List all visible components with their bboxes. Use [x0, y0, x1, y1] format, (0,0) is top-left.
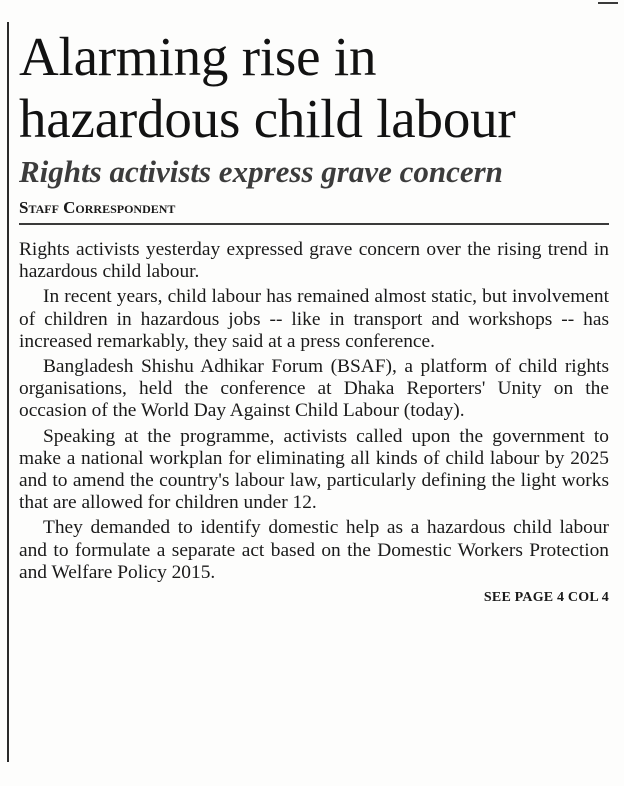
- continuation-note: SEE PAGE 4 COL 4: [483, 590, 609, 606]
- paragraph-3: Bangladesh Shishu Adhikar Forum (BSAF), a platform of child rights organisations, held the conference at Dhaka Reporters' Unity on the occasion of the World Day Against Child Labour (today).: [19, 356, 609, 422]
- byline-divider: [19, 223, 609, 225]
- byline: Staff Correspondent: [19, 198, 176, 217]
- paragraph-1: Rights activists yesterday expressed grave concern over the rising trend in hazardous child labour.: [19, 239, 609, 283]
- subheadline: Rights activists express grave concern: [19, 154, 503, 189]
- headline-line-1: Alarming rise in: [19, 26, 377, 87]
- paragraph-2: In recent years, child labour has remained almost static, but involvement of children in hazardous jobs -- like in transport and workshops -- has increased remarkably, they said at a press conference.: [19, 286, 609, 352]
- article: [19, 26, 609, 606]
- paragraph-5: They demanded to identify domestic help as a hazardous child labour and to formulate a separate act based on the Domestic Workers Protection and Welfare Policy 2015.: [19, 517, 609, 583]
- headline-line-2: hazardous child labour: [19, 88, 516, 149]
- column-rule: [7, 22, 9, 762]
- paragraph-4: Speaking at the programme, activists called upon the government to make a national workplan for eliminating all kinds of child labour by 2025 and to amend the country's labour law, particularly defining the light works that are allowed for children under 12.: [19, 425, 609, 514]
- headline: [19, 26, 609, 150]
- article-body: [19, 239, 609, 584]
- top-edge-mark: [598, 2, 618, 4]
